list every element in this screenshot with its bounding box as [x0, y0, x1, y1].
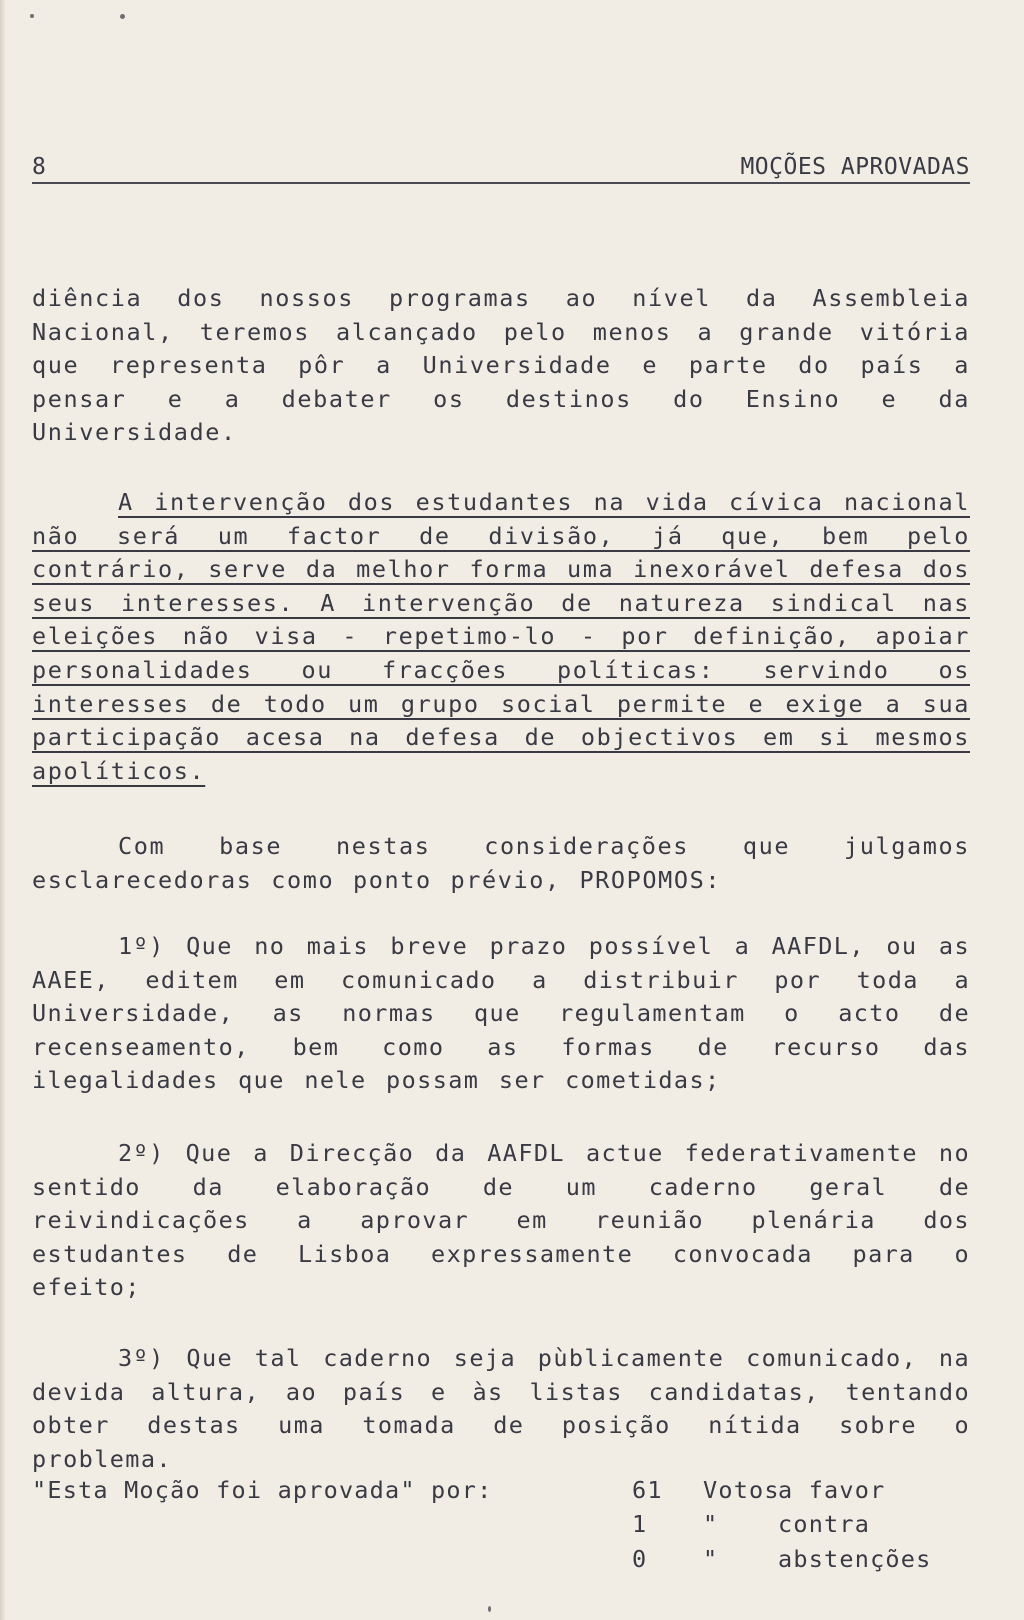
vote-count-favor: 61 — [632, 1476, 663, 1504]
vote-count-abstentions: 0 — [632, 1545, 648, 1573]
vote-statement: "Esta Moção foi aprovada" por: — [32, 1476, 493, 1504]
paper-speck — [120, 14, 125, 19]
proposal-item-2: 2º) Que a Direcção da AAFDL actue federativamente no sentido da elaboração de um caderno geral de reivindicações a aprovar em reunião plenária dos estudantes de Lisboa expressamente convocada para o efeito; — [32, 1139, 970, 1302]
proposal-item-1: 1º) Que no mais breve prazo possível a AAFDL, ou as AAEE, editem em comunicado a distribuir por toda a Universidade, as normas que regulamentam o acto de recenseamento, bem como as formas de recurso das ilegalidades que nele possam ser cometidas; — [32, 932, 970, 1095]
section-title: MOÇÕES APROVADAS — [740, 154, 970, 180]
running-header — [32, 150, 970, 184]
vote-ditto-against: " — [703, 1510, 719, 1538]
vote-ditto-abstentions: " — [703, 1545, 719, 1573]
page-number: 8 — [32, 154, 46, 180]
vote-label-favor: a favor — [778, 1476, 886, 1504]
vote-unit-favor: Votos — [703, 1476, 780, 1504]
vote-count-against: 1 — [632, 1510, 648, 1538]
page-binding-edge — [0, 0, 6, 1620]
vote-label-against: contra — [778, 1510, 871, 1538]
proposal-item-3: 3º) Que tal caderno seja pùblicamente comunicado, na devida altura, ao país e às listas candidatas, tentando obter destas uma tomada de posição nítida sobre o problema. — [32, 1344, 970, 1473]
paper-speck — [488, 1606, 491, 1612]
vote-label-abstentions: abstenções — [778, 1545, 932, 1573]
paragraph-continuation: diência dos nossos programas ao nível da Assembleia Nacional, teremos alcançado pelo menos a grande vitória que representa pôr a Universidade e parte do país a pensar e a debater os destinos do Ensino e da Universidade. — [32, 284, 970, 447]
paragraph-student-intervention: A intervenção dos estudantes na vida cívica nacional não será um factor de divisão, já que, bem pelo contrário, serve da melhor forma uma inexorável defesa dos seus interesses. A intervenção de natureza sindical nas eleições não visa - repetimo-lo - por definição, apoiar personalidades ou fracções políticas: servindo os interesses de todo um grupo social permite e exige a sua participação acesa na defesa de objectivos em si mesmos apolíticos. — [32, 488, 970, 785]
paragraph-considerations: Com base nestas considerações que julgamos esclarecedoras como ponto prévio, PROPOMOS: — [32, 832, 970, 894]
paper-speck — [30, 14, 34, 18]
